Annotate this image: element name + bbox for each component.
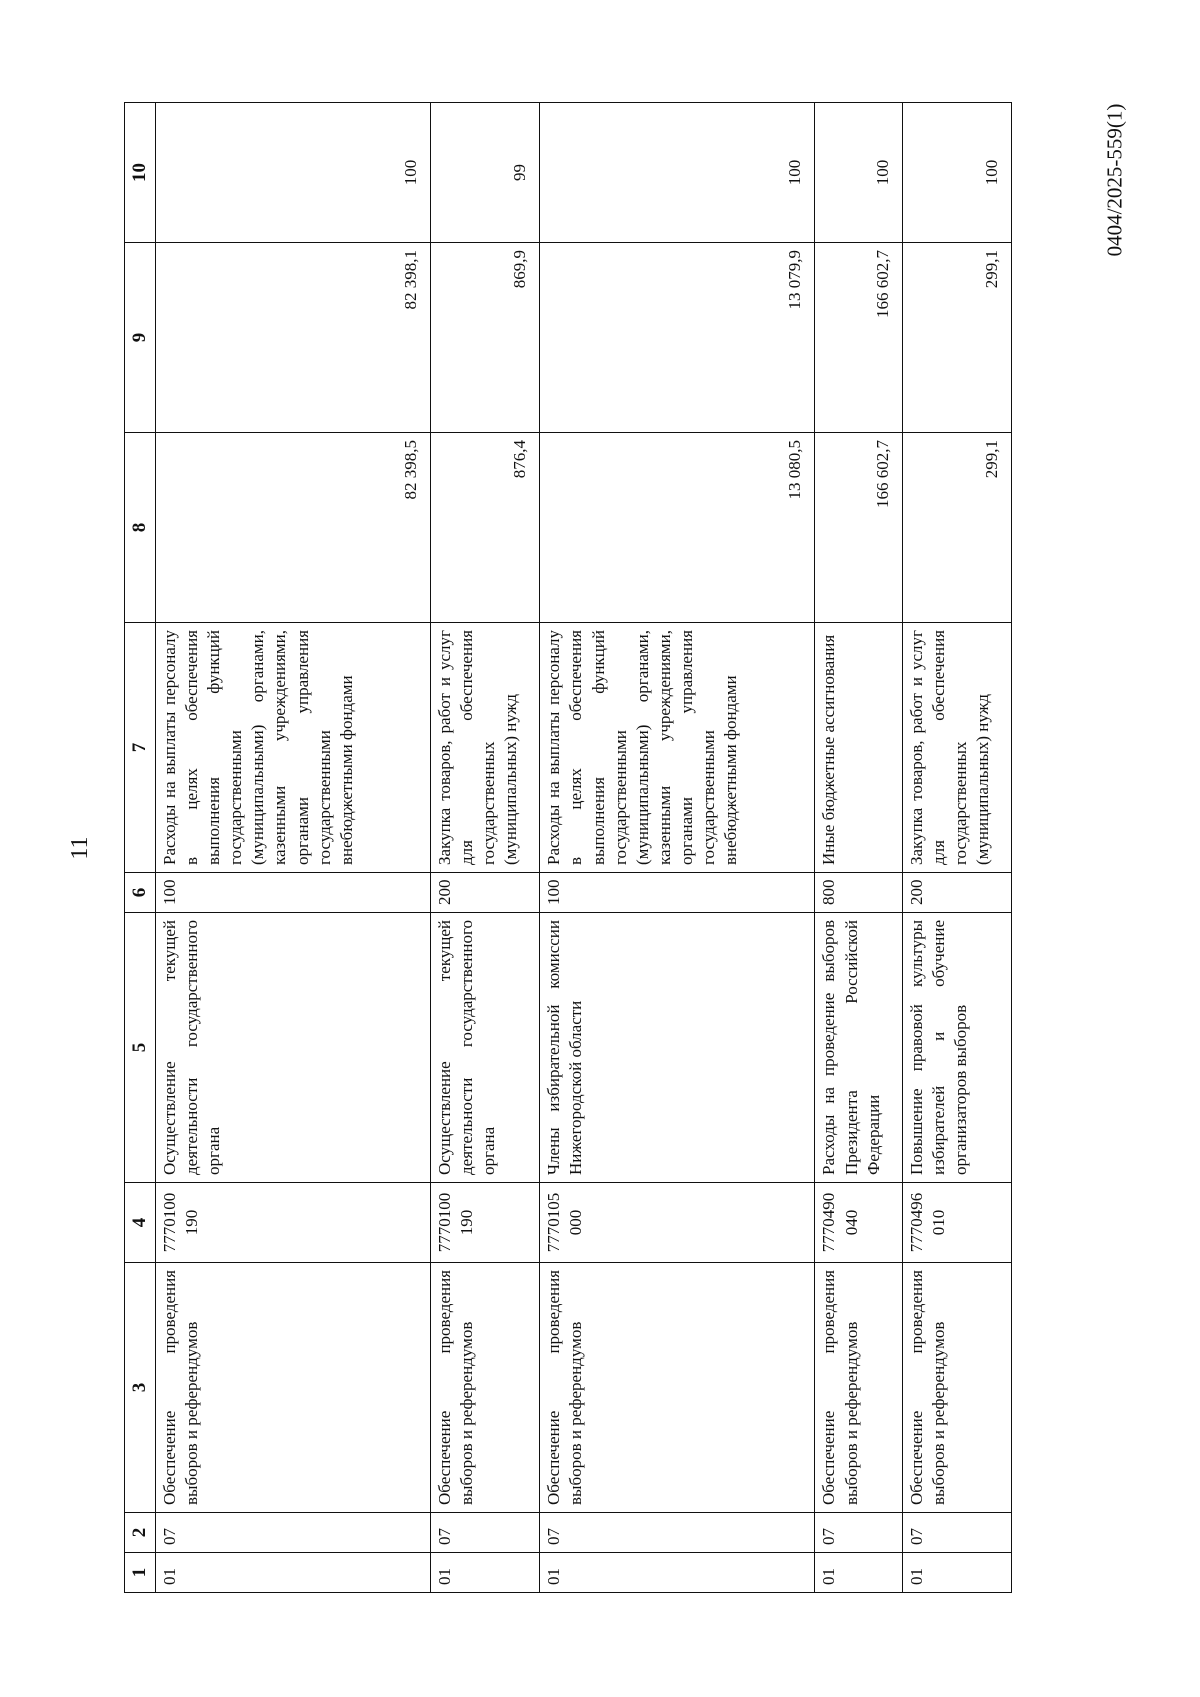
cell-section: 01	[156, 1553, 431, 1593]
cell-planned: 166 602,7	[815, 433, 902, 623]
cell-expense-description: Иные бюджетные ассигнования	[815, 623, 902, 873]
cell-expense-type: 200	[902, 873, 1011, 913]
header-col-5: 5	[125, 913, 156, 1183]
cell-target-code: 7770100 190	[156, 1183, 431, 1263]
header-col-8: 8	[125, 433, 156, 623]
cell-percent: 100	[540, 103, 815, 243]
cell-program: Обеспечение проведения выборов и референдумов	[902, 1263, 1011, 1513]
cell-program: Обеспечение проведения выборов и референдумов	[156, 1263, 431, 1513]
cell-expense-type: 200	[431, 873, 540, 913]
cell-expense-description: Расходы на выплаты персоналу в целях обеспечения выполнения функций государственными (муниципальными) органами, казенными учреждениями, органами управления государственными внебюджетными фондами	[156, 623, 431, 873]
cell-planned: 13 080,5	[540, 433, 815, 623]
cell-section: 01	[431, 1553, 540, 1593]
header-col-1: 1	[125, 1553, 156, 1593]
rotated-table-wrapper	[124, 103, 1012, 1593]
header-row	[125, 103, 156, 1593]
header-col-3: 3	[125, 1263, 156, 1513]
header-col-7: 7	[125, 623, 156, 873]
cell-percent: 99	[431, 103, 540, 243]
cell-expense-description: Закупка товаров, работ и услуг для обеспечения государственных (муниципальных) нужд	[902, 623, 1011, 873]
cell-target-code: 7770496 010	[902, 1183, 1011, 1263]
table-row	[815, 103, 902, 1593]
cell-subsection: 07	[815, 1513, 902, 1553]
cell-actual: 869,9	[431, 243, 540, 433]
cell-expense-type: 800	[815, 873, 902, 913]
header-col-6: 6	[125, 873, 156, 913]
budget-table	[124, 102, 1012, 1593]
table-row	[431, 103, 540, 1593]
cell-actual: 166 602,7	[815, 243, 902, 433]
cell-actual: 82 398,1	[156, 243, 431, 433]
cell-expense-type: 100	[156, 873, 431, 913]
cell-expense-name: Повышение правовой культуры избирателей и обучение организаторов выборов	[902, 913, 1011, 1183]
page-number: 11	[67, 836, 93, 860]
cell-section: 01	[902, 1553, 1011, 1593]
table-row	[540, 103, 815, 1593]
cell-target-code: 7770100 190	[431, 1183, 540, 1263]
cell-expense-name: Осуществление текущей деятельности государственного органа	[156, 913, 431, 1183]
cell-planned: 876,4	[431, 433, 540, 623]
cell-subsection: 07	[156, 1513, 431, 1553]
table-row	[902, 103, 1011, 1593]
cell-section: 01	[815, 1553, 902, 1593]
cell-expense-name: Осуществление текущей деятельности государственного органа	[431, 913, 540, 1183]
cell-percent: 100	[815, 103, 902, 243]
cell-subsection: 07	[431, 1513, 540, 1553]
header-col-2: 2	[125, 1513, 156, 1553]
cell-planned: 299,1	[902, 433, 1011, 623]
cell-percent: 100	[902, 103, 1011, 243]
header-col-10: 10	[125, 103, 156, 243]
header-col-4: 4	[125, 1183, 156, 1263]
cell-program: Обеспечение проведения выборов и референдумов	[815, 1263, 902, 1513]
cell-subsection: 07	[902, 1513, 1011, 1553]
header-col-9: 9	[125, 243, 156, 433]
document-code: 0404/2025-559(1)	[1102, 103, 1127, 257]
cell-expense-name: Расходы на проведение выборов Президента Российской Федерации	[815, 913, 902, 1183]
cell-target-code: 7770105 000	[540, 1183, 815, 1263]
cell-actual: 13 079,9	[540, 243, 815, 433]
cell-expense-description: Расходы на выплаты персоналу в целях обеспечения выполнения функций государственными (муниципальными) органами, казенными учреждениями, органами управления государственными внебюджетными фондами	[540, 623, 815, 873]
cell-actual: 299,1	[902, 243, 1011, 433]
cell-subsection: 07	[540, 1513, 815, 1553]
cell-expense-name: Члены избирательной комиссии Нижегородской области	[540, 913, 815, 1183]
cell-percent: 100	[156, 103, 431, 243]
cell-program: Обеспечение проведения выборов и референдумов	[540, 1263, 815, 1513]
cell-target-code: 7770490 040	[815, 1183, 902, 1263]
cell-expense-description: Закупка товаров, работ и услуг для обеспечения государственных (муниципальных) нужд	[431, 623, 540, 873]
cell-expense-type: 100	[540, 873, 815, 913]
cell-planned: 82 398,5	[156, 433, 431, 623]
cell-section: 01	[540, 1553, 815, 1593]
cell-program: Обеспечение проведения выборов и референдумов	[431, 1263, 540, 1513]
table-row	[156, 103, 431, 1593]
